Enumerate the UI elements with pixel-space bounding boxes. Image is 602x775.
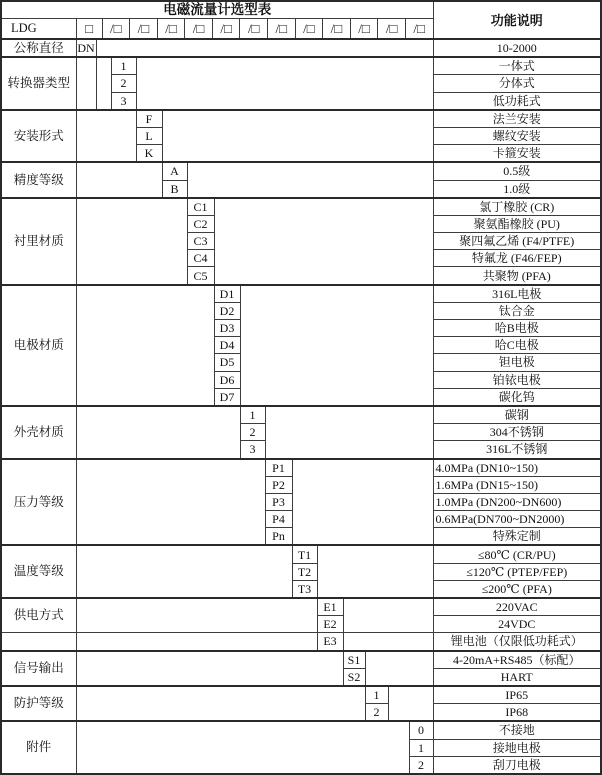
desc-cell: 0.6MPa(DN700~DN2000) bbox=[433, 511, 601, 528]
model-code-slot-row bbox=[77, 19, 433, 38]
label-nominal-diameter: 公称直径 bbox=[1, 39, 76, 57]
spacer-cell bbox=[343, 633, 433, 651]
desc-cell: 螺纹安装 bbox=[433, 127, 601, 144]
spacer-cell bbox=[136, 57, 433, 110]
code-cell: C2 bbox=[187, 215, 214, 232]
code-slot: /□ bbox=[213, 19, 241, 38]
desc-cell: 不接地 bbox=[433, 721, 601, 739]
code-cell: 1 bbox=[409, 739, 433, 756]
label-power-supply: 供电方式 bbox=[1, 598, 76, 633]
desc-cell: 钛合金 bbox=[433, 302, 601, 319]
code-cell: D1 bbox=[214, 285, 240, 303]
model-code-slots bbox=[76, 19, 433, 40]
label-liner-material: 衬里材质 bbox=[1, 198, 76, 285]
desc-cell: ≤120℃ (PTEP/FEP) bbox=[433, 563, 601, 580]
code-cell: 3 bbox=[111, 92, 136, 110]
code-cell: E1 bbox=[317, 598, 343, 616]
desc-cell: 1.0MPa (DN200~DN600) bbox=[433, 493, 601, 510]
code-cell: 2 bbox=[409, 756, 433, 774]
desc-cell: 4.0MPa (DN10~150) bbox=[433, 459, 601, 477]
desc-cell: 法兰安装 bbox=[433, 110, 601, 128]
label-protection-rating: 防护等级 bbox=[1, 686, 76, 721]
code-cell: T1 bbox=[292, 545, 317, 563]
desc-cell: 聚氨酯橡胶 (PU) bbox=[433, 215, 601, 232]
desc-cell: 钽电极 bbox=[433, 354, 601, 371]
code-cell: P4 bbox=[265, 511, 292, 528]
desc-cell: 聚四氟乙烯 (F4/PTFE) bbox=[433, 233, 601, 250]
code-cell: S1 bbox=[343, 651, 365, 669]
desc-cell: HART bbox=[433, 668, 601, 686]
label-pressure-rating: 压力等级 bbox=[1, 459, 76, 546]
code-cell: L bbox=[136, 127, 162, 144]
desc-cell: 1.0级 bbox=[433, 180, 601, 198]
label-electrode-material: 电极材质 bbox=[1, 285, 76, 406]
code-cell: B bbox=[162, 180, 187, 198]
desc-cell: 316L电极 bbox=[433, 285, 601, 303]
desc-cell: 锂电池（仅限低功耗式） bbox=[433, 633, 601, 651]
spacer-cell bbox=[240, 285, 433, 406]
code-cell: 1 bbox=[240, 406, 265, 424]
spacer-cell bbox=[76, 633, 317, 651]
spacer-cell bbox=[76, 651, 343, 686]
code-cell: C3 bbox=[187, 233, 214, 250]
page-title: 电磁流量计选型表 bbox=[1, 1, 433, 19]
code-slot: /□ bbox=[130, 19, 158, 38]
code-cell: F bbox=[136, 110, 162, 128]
desc-cell: 一体式 bbox=[433, 57, 601, 75]
desc-cell: 铂铱电极 bbox=[433, 371, 601, 388]
desc-cell: 1.6MPa (DN15~150) bbox=[433, 476, 601, 493]
spacer-cell bbox=[76, 285, 214, 406]
code-cell: 2 bbox=[111, 75, 136, 92]
code-cell: D2 bbox=[214, 302, 240, 319]
spacer-cell bbox=[1, 633, 76, 651]
code-cell: P3 bbox=[265, 493, 292, 510]
code-cell: E3 bbox=[317, 633, 343, 651]
code-slot: /□ bbox=[351, 19, 379, 38]
desc-cell: IP65 bbox=[433, 686, 601, 704]
code-cell: C5 bbox=[187, 267, 214, 285]
spacer-cell bbox=[292, 459, 433, 546]
desc-cell: 卡箍安装 bbox=[433, 145, 601, 163]
desc-cell: 碳钢 bbox=[433, 406, 601, 424]
label-housing-material: 外壳材质 bbox=[1, 406, 76, 459]
code-slot: /□ bbox=[158, 19, 186, 38]
label-signal-output: 信号输出 bbox=[1, 651, 76, 686]
desc-cell: ≤200℃ (PFA) bbox=[433, 580, 601, 598]
code-cell: 2 bbox=[240, 424, 265, 441]
label-accessories: 附件 bbox=[1, 721, 76, 774]
code-cell: 1 bbox=[365, 686, 388, 704]
code-cell: 0 bbox=[409, 721, 433, 739]
spacer-cell bbox=[76, 545, 292, 598]
spacer-cell bbox=[76, 721, 409, 774]
spacer-cell bbox=[76, 459, 265, 546]
code-cell: A bbox=[162, 162, 187, 180]
spacer-cell bbox=[388, 686, 433, 721]
code-cell: P1 bbox=[265, 459, 292, 477]
spacer-cell bbox=[76, 406, 240, 459]
desc-cell: ≤80℃ (CR/PU) bbox=[433, 545, 601, 563]
code-slot: /□ bbox=[185, 19, 213, 38]
desc-cell: 304不锈钢 bbox=[433, 424, 601, 441]
code-cell: K bbox=[136, 145, 162, 163]
code-slot: /□ bbox=[240, 19, 268, 38]
code-slot: /□ bbox=[413, 21, 425, 36]
label-accuracy-class: 精度等级 bbox=[1, 162, 76, 197]
code-cell: D3 bbox=[214, 320, 240, 337]
spacer-cell bbox=[317, 545, 433, 598]
spacer-cell bbox=[265, 406, 433, 459]
code-cell: T2 bbox=[292, 563, 317, 580]
desc-cell: 低功耗式 bbox=[433, 92, 601, 110]
spacer-cell bbox=[96, 57, 111, 110]
desc-cell: 共聚物 (PFA) bbox=[433, 267, 601, 285]
label-converter-type: 转换器类型 bbox=[1, 57, 76, 110]
desc-cell: 4-20mA+RS485（标配） bbox=[433, 651, 601, 669]
code-cell: P2 bbox=[265, 476, 292, 493]
desc-cell: 接地电极 bbox=[433, 739, 601, 756]
code-cell: 3 bbox=[240, 441, 265, 459]
spacer-cell bbox=[76, 57, 96, 110]
spacer-cell bbox=[76, 598, 317, 633]
desc-cell: 220VAC bbox=[433, 598, 601, 616]
desc-cell: 0.5级 bbox=[433, 162, 601, 180]
desc-cell: 哈C电极 bbox=[433, 337, 601, 354]
function-column-header: 功能说明 bbox=[433, 1, 601, 39]
code-cell: D4 bbox=[214, 337, 240, 354]
code-cell: Pn bbox=[265, 528, 292, 546]
desc-cell: 特殊定制 bbox=[433, 528, 601, 546]
code-cell: S2 bbox=[343, 668, 365, 686]
label-installation-type: 安装形式 bbox=[1, 110, 76, 163]
spacer-cell bbox=[162, 110, 433, 163]
spacer-cell bbox=[365, 651, 433, 686]
desc-cell: 10-2000 bbox=[433, 39, 601, 57]
spacer-cell bbox=[76, 686, 365, 721]
code-cell: D6 bbox=[214, 371, 240, 388]
code-slot: /□ bbox=[296, 19, 324, 38]
spacer-cell bbox=[96, 39, 433, 57]
desc-cell: 316L不锈钢 bbox=[433, 441, 601, 459]
spacer-cell bbox=[76, 198, 187, 285]
spacer-cell bbox=[76, 162, 162, 197]
code-cell: C4 bbox=[187, 250, 214, 267]
desc-cell: 分体式 bbox=[433, 75, 601, 92]
desc-cell: 特氟龙 (F46/FEP) bbox=[433, 250, 601, 267]
code-slot: □ bbox=[77, 19, 103, 38]
desc-cell: 碳化钨 bbox=[433, 388, 601, 406]
spacer-cell bbox=[76, 110, 136, 163]
code-slot: /□ bbox=[323, 19, 351, 38]
model-prefix: LDG bbox=[1, 19, 76, 40]
code-cell: D5 bbox=[214, 354, 240, 371]
desc-cell: 氯丁橡胶 (CR) bbox=[433, 198, 601, 216]
code-cell: DN bbox=[76, 39, 96, 57]
code-cell: C1 bbox=[187, 198, 214, 216]
code-cell: 1 bbox=[111, 57, 136, 75]
label-temperature-rating: 温度等级 bbox=[1, 545, 76, 598]
desc-cell: 24VDC bbox=[433, 616, 601, 633]
spacer-cell bbox=[343, 598, 433, 633]
desc-cell: IP68 bbox=[433, 704, 601, 722]
desc-cell: 刮刀电极 bbox=[433, 756, 601, 774]
spacer-cell bbox=[214, 198, 433, 285]
desc-cell: 哈B电极 bbox=[433, 320, 601, 337]
code-slot: /□ bbox=[103, 19, 131, 38]
code-slot: /□ bbox=[268, 19, 296, 38]
code-cell: 2 bbox=[365, 704, 388, 722]
code-slot: /□ bbox=[378, 19, 406, 38]
code-cell: E2 bbox=[317, 616, 343, 633]
code-cell: D7 bbox=[214, 388, 240, 406]
spacer-cell bbox=[187, 162, 433, 197]
code-cell: T3 bbox=[292, 580, 317, 598]
